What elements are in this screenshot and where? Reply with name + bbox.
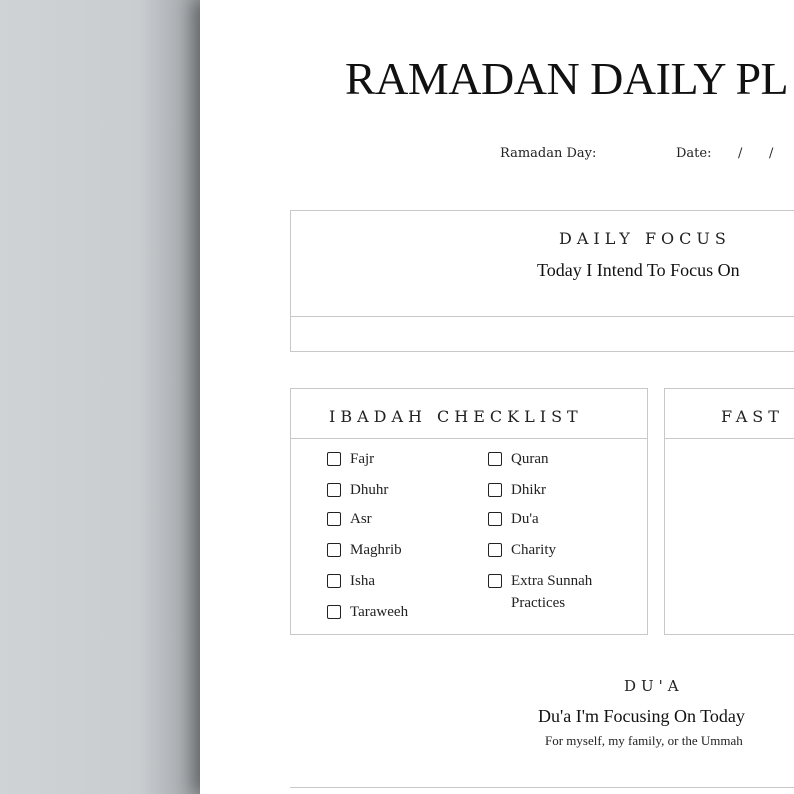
daily-focus-subheading: Today I Intend To Focus On — [537, 260, 740, 280]
checkbox[interactable] — [327, 574, 341, 588]
checklist-item-dua[interactable] — [488, 511, 539, 528]
checklist-item-label: Fajr — [350, 451, 375, 467]
checkbox[interactable] — [488, 543, 502, 557]
daily-focus-heading: DAILY FOCUS — [559, 229, 731, 248]
fast-heading: FAST — [721, 407, 784, 426]
checklist-item-label: Asr — [350, 511, 372, 527]
planner-page — [200, 0, 794, 794]
fast-section — [664, 388, 794, 635]
checklist-item-label: Charity — [511, 542, 556, 558]
checkbox[interactable] — [488, 512, 502, 526]
checklist-item-dhikr[interactable] — [488, 482, 546, 499]
checklist-item-label: Taraweeh — [350, 604, 409, 620]
ramadan-day-label: Ramadan Day: — [500, 146, 597, 161]
checkbox[interactable] — [488, 452, 502, 466]
checklist-item-dhuhr[interactable] — [327, 482, 388, 499]
dua-note: For myself, my family, or the Ummah — [545, 733, 743, 748]
checkbox[interactable] — [327, 605, 341, 619]
checklist-item-maghrib[interactable] — [327, 542, 402, 559]
checklist-item-isha[interactable] — [327, 573, 375, 590]
divider — [665, 438, 794, 439]
checkbox[interactable] — [488, 574, 502, 588]
divider — [290, 787, 794, 788]
divider — [291, 438, 647, 439]
date-label: Date: — [676, 146, 712, 161]
checklist-item-extra-sunnah[interactable] — [488, 573, 621, 614]
checklist-item-label: Dhuhr — [350, 482, 389, 498]
page-title: RAMADAN DAILY PL — [345, 53, 789, 104]
ibadah-checklist-section — [290, 388, 648, 635]
checklist-item-fajr[interactable] — [327, 451, 374, 468]
date-separator: / — [738, 146, 743, 161]
checklist-item-quran[interactable] — [488, 451, 549, 468]
checkbox[interactable] — [488, 483, 502, 497]
background-surface — [0, 0, 200, 794]
checkbox[interactable] — [327, 512, 341, 526]
checklist-item-label: Du'a — [511, 511, 539, 527]
checklist-item-label: Isha — [350, 573, 375, 589]
checklist-item-asr[interactable] — [327, 511, 372, 528]
checklist-item-taraweeh[interactable] — [327, 604, 408, 621]
checklist-item-charity[interactable] — [488, 542, 556, 559]
divider — [291, 316, 794, 317]
checkbox[interactable] — [327, 483, 341, 497]
ibadah-checklist-heading: IBADAH CHECKLIST — [329, 407, 583, 426]
checklist-item-label: Quran — [511, 451, 549, 467]
dua-heading: DU'A — [624, 677, 684, 695]
checklist-item-label: Dhikr — [511, 482, 546, 498]
dua-subheading: Du'a I'm Focusing On Today — [538, 706, 745, 726]
date-separator: / — [769, 146, 774, 161]
checkbox[interactable] — [327, 452, 341, 466]
checklist-item-label: Maghrib — [350, 542, 402, 558]
daily-focus-section — [290, 210, 794, 352]
checkbox[interactable] — [327, 543, 341, 557]
checklist-item-label: Extra Sunnah Practices — [511, 573, 593, 611]
